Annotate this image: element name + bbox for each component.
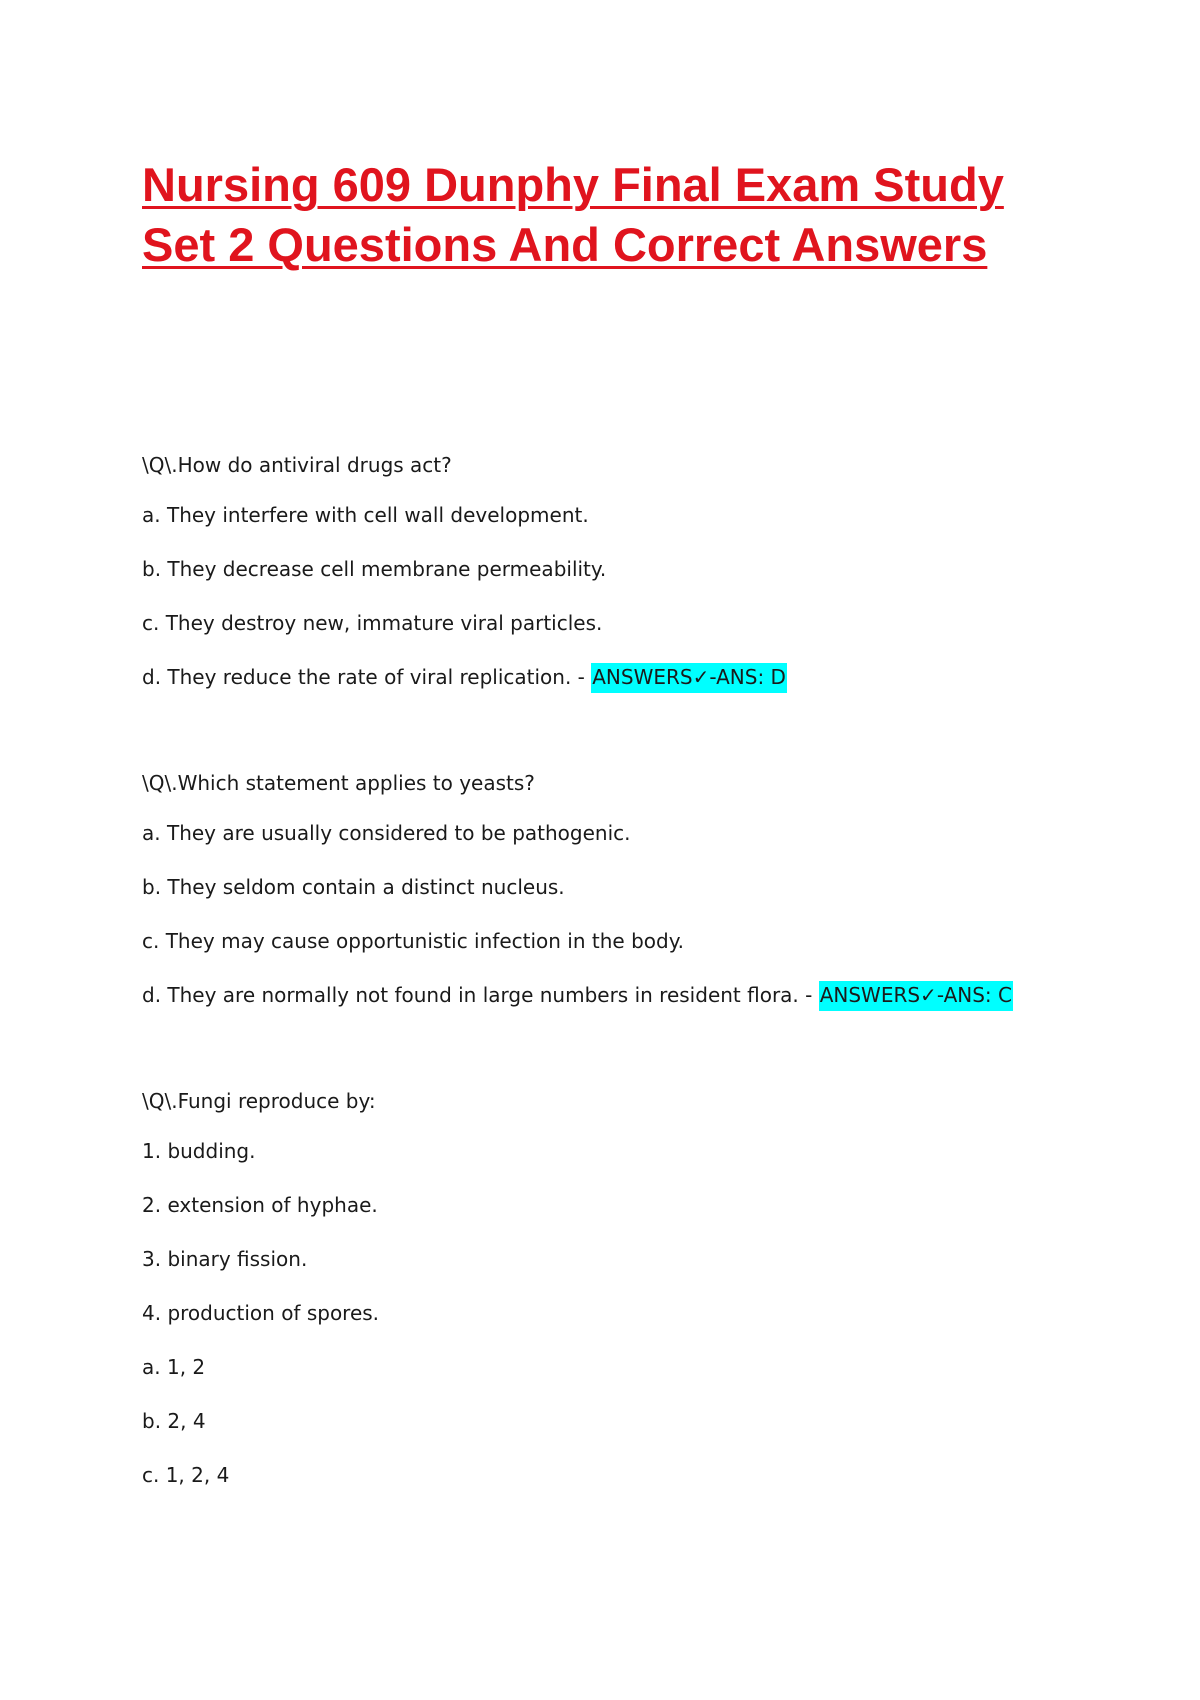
answer-highlight: ANSWERS✓-ANS: C xyxy=(819,981,1013,1011)
title-line-1: Nursing 609 Dunphy Final Exam Study xyxy=(142,158,1004,211)
option-b: b. 2, 4 xyxy=(142,1409,206,1433)
question-list xyxy=(142,452,1142,1516)
numbered-item: 3. binary fission. xyxy=(142,1247,308,1271)
block-spacer xyxy=(142,1036,1142,1088)
option-d-row xyxy=(142,982,1142,1008)
question-block-1 xyxy=(142,452,1142,690)
option-b: b. They decrease cell membrane permeability. xyxy=(142,557,607,581)
option-c: c. They may cause opportunistic infection in the body. xyxy=(142,929,685,953)
option-a: a. 1, 2 xyxy=(142,1355,206,1379)
option-a: a. They interfere with cell wall development. xyxy=(142,503,589,527)
question-text: \Q\.How do antiviral drugs act? xyxy=(142,453,452,477)
option-c: c. They destroy new, immature viral particles. xyxy=(142,611,603,635)
numbered-item: 4. production of spores. xyxy=(142,1301,380,1325)
option-b: b. They seldom contain a distinct nucleus. xyxy=(142,875,565,899)
option-a: a. They are usually considered to be pathogenic. xyxy=(142,821,631,845)
question-text: \Q\.Fungi reproduce by: xyxy=(142,1089,376,1113)
option-d-row xyxy=(142,664,1142,690)
answer-highlight: ANSWERS✓-ANS: D xyxy=(591,663,787,693)
question-block-3 xyxy=(142,1088,1142,1488)
option-d: d. They reduce the rate of viral replication. - xyxy=(142,665,592,689)
question-text: \Q\.Which statement applies to yeasts? xyxy=(142,771,535,795)
option-d: d. They are normally not found in large numbers in resident flora. - xyxy=(142,983,819,1007)
option-c: c. 1, 2, 4 xyxy=(142,1463,230,1487)
block-spacer xyxy=(142,718,1142,770)
numbered-item: 1. budding. xyxy=(142,1139,256,1163)
numbered-item: 2. extension of hyphae. xyxy=(142,1193,378,1217)
question-block-2 xyxy=(142,770,1142,1008)
title-line-2: Set 2 Questions And Correct Answers xyxy=(142,218,988,271)
document-title xyxy=(142,155,1042,275)
